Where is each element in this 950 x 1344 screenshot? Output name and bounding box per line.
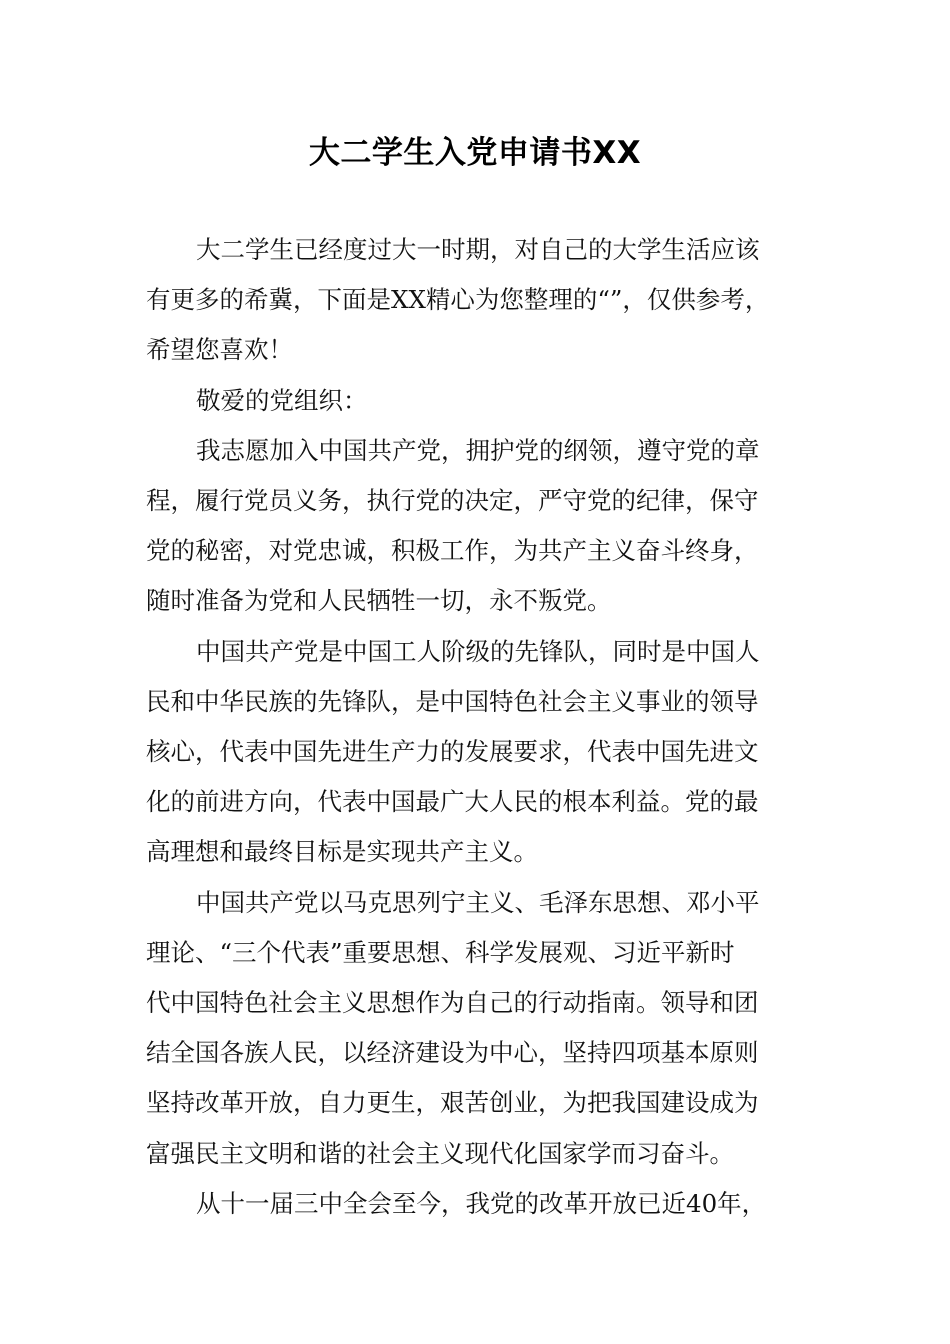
paragraph-pledge [146, 426, 818, 627]
text-line: 中国共产党是中国工人阶级的先锋队，同时是中国人 [196, 636, 760, 666]
paragraph-guiding-thought [146, 878, 818, 1179]
paragraph-salutation [146, 376, 818, 426]
text-line: 有更多的希冀，下面是XX精心为您整理的“”，仅供参考， [146, 285, 770, 315]
text-line: 大二学生已经度过大一时期，对自己的大学生活应该 [196, 235, 760, 264]
paragraph-reform [146, 1179, 818, 1229]
text-line: 坚持改革开放，自力更生，艰苦创业，为把我国建设成为 [146, 1088, 759, 1118]
text-line: 富强民主文明和谐的社会主义现代化国家学而习奋斗。 [146, 1138, 734, 1168]
text-line: 希望您喜欢！ [146, 335, 293, 365]
text-line: 核心，代表中国先进生产力的发展要求，代表中国先进文 [146, 737, 759, 767]
text-line: 中国共产党以马克思列宁主义、毛泽东思想、邓小平 [196, 887, 760, 917]
text-line: 代中国特色社会主义思想作为自己的行动指南。领导和团 [146, 988, 759, 1018]
text-line: 随时准备为党和人民牺牲一切，永不叛党。 [146, 586, 612, 616]
document-body [146, 225, 818, 1229]
text-line: 党的秘密，对党忠诚，积极工作，为共产主义奋斗终身， [146, 536, 759, 566]
text-line: 理论、“三个代表”重要思想、科学发展观、习近平新时 [146, 937, 735, 967]
paragraph-party-nature [146, 627, 818, 878]
text-line: 高理想和最终目标是实现共产主义。 [146, 837, 538, 867]
paragraph-intro [146, 225, 818, 376]
text-line: 敬爱的党组织： [196, 385, 368, 415]
document-title: 大二学生入党申请书XX [308, 135, 642, 171]
text-line: 我志愿加入中国共产党，拥护党的纲领，遵守党的章 [196, 435, 760, 465]
text-line: 化的前进方向，代表中国最广大人民的根本利益。党的最 [146, 787, 759, 817]
text-line: 民和中华民族的先锋队，是中国特色社会主义事业的领导 [146, 686, 759, 716]
text-line: 程，履行党员义务，执行党的决定，严守党的纪律，保守 [146, 486, 759, 516]
text-line: 从十一届三中全会至今，我党的改革开放已近40年， [196, 1188, 767, 1218]
text-line: 结全国各族人民，以经济建设为中心，坚持四项基本原则 [146, 1038, 759, 1068]
